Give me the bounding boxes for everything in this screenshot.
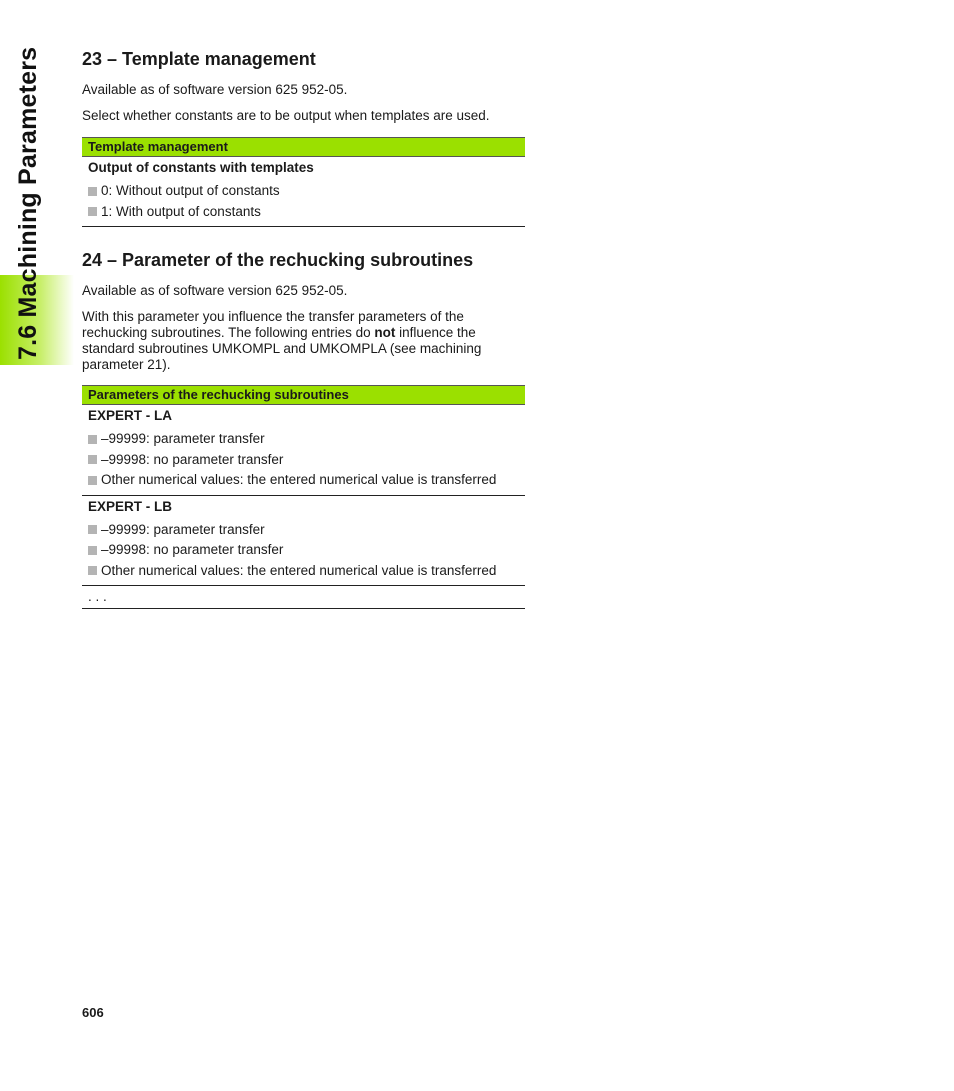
bullet-square-icon	[88, 476, 97, 485]
table-header: Template management	[82, 137, 525, 157]
page-number: 606	[82, 1005, 104, 1020]
section-23-title: 23 – Template management	[82, 49, 316, 69]
bullet-square-icon	[88, 435, 97, 444]
list-item: –99998: no parameter transfer	[88, 450, 519, 471]
option-list	[82, 179, 525, 226]
page-content	[82, 46, 525, 609]
section-24-intro: Available as of software version 625 952-05.	[82, 283, 348, 298]
list-item: –99999: parameter transfer	[88, 520, 519, 541]
bullet-square-icon	[88, 546, 97, 555]
option-list	[82, 518, 525, 586]
bullet-square-icon	[88, 187, 97, 196]
bullet-square-icon	[88, 566, 97, 575]
list-item: Other numerical values: the entered numerical value is transferred	[88, 470, 519, 491]
side-tab	[0, 0, 74, 560]
section-24-description: With this parameter you influence the transfer parameters of the rechucking subroutines. The following entries do not influence the standard subroutines UMKOMPL and UMKOMPLA (see machining parameter 21).	[82, 309, 482, 372]
table-header: Parameters of the rechucking subroutines	[82, 385, 525, 405]
bullet-square-icon	[88, 207, 97, 216]
section-24-title: 24 – Parameter of the rechucking subroutines	[82, 250, 474, 270]
chapter-label: 7.6 Machining Parameters	[14, 46, 42, 360]
table-subheader: EXPERT - LB	[88, 498, 173, 514]
table-subheader: EXPERT - LA	[88, 408, 173, 423]
section-23-description: Select whether constants are to be output when templates are used.	[82, 108, 490, 123]
section-23-intro: Available as of software version 625 952-05.	[82, 82, 348, 97]
table-subheader: Output of constants with templates	[88, 160, 314, 175]
list-item: Other numerical values: the entered numerical value is transferred	[88, 561, 519, 582]
list-item: –99998: no parameter transfer	[88, 540, 519, 561]
table-ellipsis: . . .	[88, 589, 107, 604]
bullet-square-icon	[88, 455, 97, 464]
list-item: 0: Without output of constants	[88, 181, 519, 202]
rechucking-parameters-table	[82, 385, 525, 609]
list-item: –99999: parameter transfer	[88, 429, 519, 450]
option-list	[82, 427, 525, 495]
list-item: 1: With output of constants	[88, 202, 519, 223]
bullet-square-icon	[88, 525, 97, 534]
template-management-table	[82, 137, 525, 227]
